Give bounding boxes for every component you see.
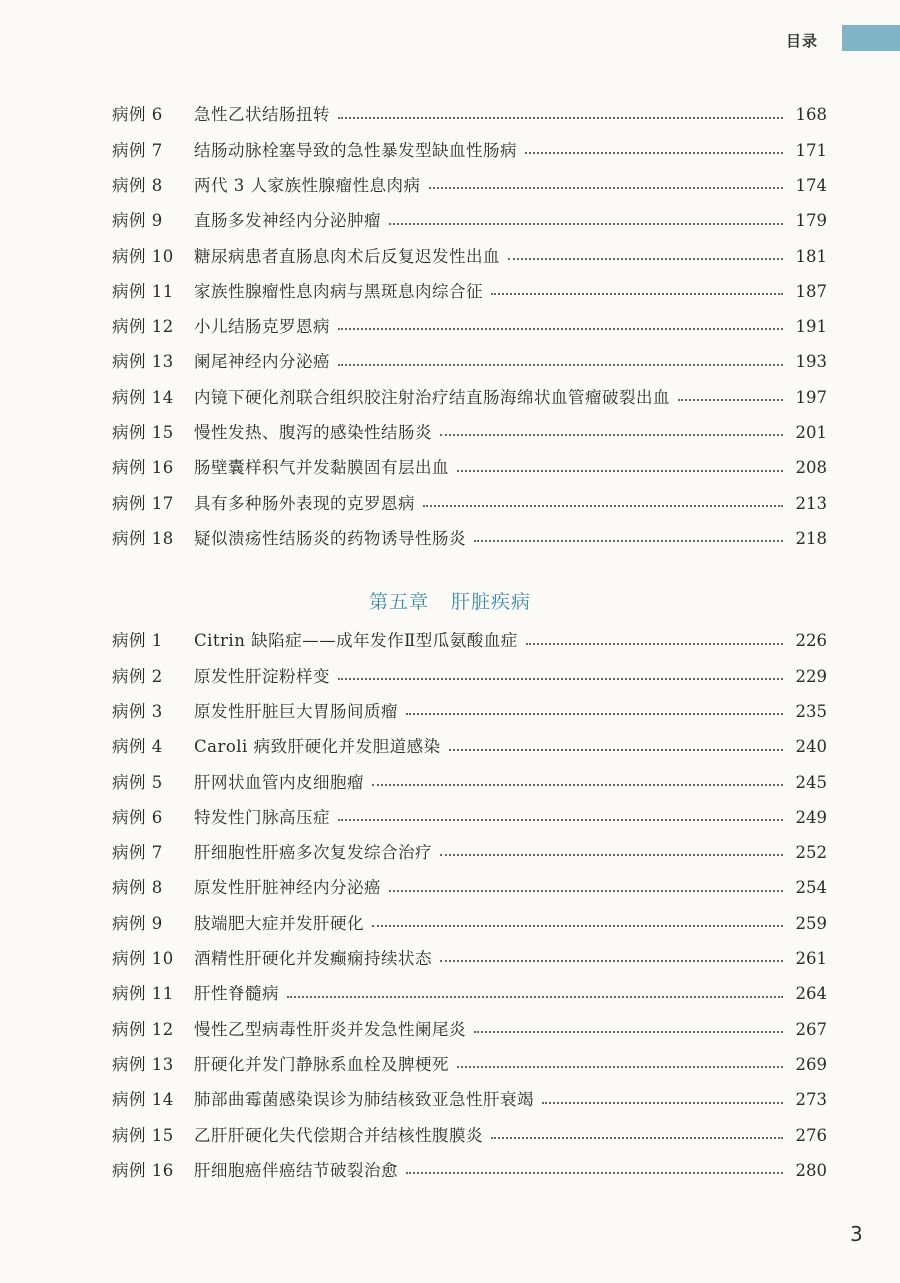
- dot-leader: [491, 293, 783, 295]
- dot-leader: [457, 1066, 783, 1068]
- case-title: 慢性乙型病毒性肝炎并发急性阑尾炎: [194, 1019, 466, 1039]
- case-title: 肠壁囊样积气并发黏膜固有层出血: [194, 458, 449, 478]
- chapter-heading: [0, 587, 900, 614]
- dot-leader: [372, 925, 783, 927]
- dot-leader: [474, 540, 783, 542]
- case-title: Citrin 缺陷症——成年发作Ⅱ型瓜氨酸血症: [194, 631, 518, 651]
- case-label: 病例 15: [112, 1125, 174, 1145]
- page-reference: 245: [795, 772, 827, 792]
- toc-entry[interactable]: [112, 836, 827, 871]
- toc-entry[interactable]: [112, 310, 827, 345]
- case-label: 病例 12: [112, 1019, 174, 1039]
- toc-entry[interactable]: [112, 451, 827, 486]
- case-title: 特发性门脉高压症: [194, 807, 330, 827]
- case-label: 病例 16: [112, 458, 174, 478]
- dot-leader: [457, 470, 783, 472]
- case-label: 病例 1: [112, 631, 163, 651]
- page-reference: 229: [795, 666, 827, 686]
- page-reference: 218: [795, 528, 827, 548]
- dot-leader: [406, 1172, 783, 1174]
- page-reference: 269: [795, 1054, 827, 1074]
- page-reference: 174: [795, 175, 827, 195]
- case-title: 肺部曲霉菌感染误诊为肺结核致亚急性肝衰竭: [194, 1090, 534, 1110]
- dot-leader: [287, 996, 783, 998]
- dot-leader: [449, 749, 783, 751]
- case-label: 病例 7: [112, 843, 163, 863]
- dot-leader: [389, 890, 783, 892]
- page-reference: 181: [795, 246, 827, 266]
- case-label: 病例 10: [112, 949, 174, 969]
- toc-entry[interactable]: [112, 977, 827, 1012]
- toc-entry[interactable]: [112, 345, 827, 380]
- page-reference: 197: [795, 387, 827, 407]
- page-reference: 249: [795, 807, 827, 827]
- dot-leader: [542, 1102, 783, 1104]
- page-reference: 259: [795, 913, 827, 933]
- toc-entry[interactable]: [112, 239, 827, 274]
- toc-entry[interactable]: [112, 486, 827, 521]
- case-label: 病例 11: [112, 984, 174, 1004]
- page-reference: 191: [795, 317, 827, 337]
- dot-leader: [678, 399, 783, 401]
- case-title: 糖尿病患者直肠息肉术后反复迟发性出血: [194, 246, 500, 266]
- page-reference: 254: [795, 878, 827, 898]
- toc-section-chapter-five: [112, 624, 827, 1189]
- page-reference: 193: [795, 352, 827, 372]
- page-reference: 168: [795, 105, 827, 125]
- case-label: 病例 9: [112, 211, 163, 231]
- dot-leader: [525, 152, 783, 154]
- dot-leader: [338, 678, 783, 680]
- dot-leader: [491, 1137, 783, 1139]
- toc-entry[interactable]: [112, 98, 827, 133]
- dot-leader: [440, 960, 783, 962]
- case-title: 慢性发热、腹泻的感染性结肠炎: [194, 423, 432, 443]
- case-title: 急性乙状结肠扭转: [194, 105, 330, 125]
- case-label: 病例 5: [112, 772, 163, 792]
- page-reference: 187: [795, 281, 827, 301]
- page-reference: 226: [795, 631, 827, 651]
- case-title: 肝网状血管内皮细胞瘤: [194, 772, 364, 792]
- case-title: 具有多种肠外表现的克罗恩病: [194, 493, 415, 513]
- case-title: 酒精性肝硬化并发癫痫持续状态: [194, 949, 432, 969]
- dot-leader: [474, 1031, 783, 1033]
- case-label: 病例 4: [112, 737, 163, 757]
- case-label: 病例 3: [112, 701, 163, 721]
- case-label: 病例 18: [112, 528, 174, 548]
- dot-leader: [526, 643, 783, 645]
- case-title: 肝细胞癌伴癌结节破裂治愈: [194, 1160, 398, 1180]
- dot-leader: [423, 505, 783, 507]
- toc-entry[interactable]: [112, 624, 827, 659]
- case-title: 肢端肥大症并发肝硬化: [194, 913, 364, 933]
- toc-entry[interactable]: [112, 1118, 827, 1153]
- page-reference: 252: [795, 843, 827, 863]
- toc-entry[interactable]: [112, 906, 827, 941]
- page-reference: 235: [795, 701, 827, 721]
- case-title: 阑尾神经内分泌癌: [194, 352, 330, 372]
- toc-entry[interactable]: [112, 380, 827, 415]
- toc-entry[interactable]: [112, 659, 827, 694]
- dot-leader: [429, 187, 784, 189]
- toc-entry[interactable]: [112, 522, 827, 557]
- dot-leader: [338, 328, 783, 330]
- toc-entry[interactable]: [112, 871, 827, 906]
- case-label: 病例 12: [112, 317, 174, 337]
- case-label: 病例 8: [112, 878, 163, 898]
- running-header-label: 目录: [786, 32, 819, 50]
- toc-entry[interactable]: [112, 800, 827, 835]
- dot-leader: [372, 784, 783, 786]
- case-title: 原发性肝脏神经内分泌癌: [194, 878, 381, 898]
- case-title: Caroli 病致肝硬化并发胆道感染: [194, 737, 441, 757]
- dot-leader: [338, 117, 783, 119]
- case-title: 家族性腺瘤性息肉病与黑斑息肉综合征: [194, 281, 483, 301]
- toc-entry[interactable]: [112, 1153, 827, 1188]
- case-label: 病例 6: [112, 807, 163, 827]
- case-title: 内镜下硬化剂联合组织胶注射治疗结直肠海绵状血管瘤破裂出血: [194, 387, 670, 407]
- page-reference: 213: [795, 493, 827, 513]
- case-label: 病例 6: [112, 105, 163, 125]
- case-title: 两代 3 人家族性腺瘤性息肉病: [194, 175, 421, 195]
- case-title: 肝细胞性肝癌多次复发综合治疗: [194, 843, 432, 863]
- case-title: 原发性肝淀粉样变: [194, 666, 330, 686]
- case-label: 病例 2: [112, 666, 163, 686]
- toc-entry[interactable]: [112, 695, 827, 730]
- toc-entry[interactable]: [112, 1012, 827, 1047]
- page-reference: 240: [795, 737, 827, 757]
- page-reference: 208: [795, 458, 827, 478]
- case-title: 小儿结肠克罗恩病: [194, 317, 330, 337]
- chapter-title: 肝脏疾病: [451, 591, 532, 613]
- page-reference: 276: [795, 1125, 827, 1145]
- toc-entry[interactable]: [112, 169, 827, 204]
- toc-entry[interactable]: [112, 765, 827, 800]
- toc-entry[interactable]: [112, 1048, 827, 1083]
- toc-entry[interactable]: [112, 204, 827, 239]
- case-title: 肝硬化并发门静脉系血栓及脾梗死: [194, 1054, 449, 1074]
- page-reference: 171: [795, 140, 827, 160]
- case-title: 肝性脊髓病: [194, 984, 279, 1004]
- page-reference: 201: [795, 423, 827, 443]
- case-title: 结肠动脉栓塞导致的急性暴发型缺血性肠病: [194, 140, 517, 160]
- case-title: 原发性肝脏巨大胃肠间质瘤: [194, 701, 398, 721]
- chapter-number: 第五章: [368, 591, 429, 613]
- toc-entry[interactable]: [112, 1083, 827, 1118]
- case-label: 病例 17: [112, 493, 174, 513]
- case-label: 病例 10: [112, 246, 174, 266]
- case-label: 病例 8: [112, 175, 163, 195]
- page-reference: 264: [795, 984, 827, 1004]
- case-label: 病例 11: [112, 281, 174, 301]
- case-label: 病例 9: [112, 913, 163, 933]
- case-title: 直肠多发神经内分泌肿瘤: [194, 211, 381, 231]
- toc-section-chapter-four-continued: [112, 98, 827, 557]
- toc-entry[interactable]: [112, 416, 827, 451]
- case-title: 疑似溃疡性结肠炎的药物诱导性肠炎: [194, 528, 466, 548]
- page-number: 3: [850, 1222, 863, 1246]
- page-reference: 179: [795, 211, 827, 231]
- case-title: 乙肝肝硬化失代偿期合并结核性腹膜炎: [194, 1125, 483, 1145]
- page-reference: 261: [795, 949, 827, 969]
- page-reference: 267: [795, 1019, 827, 1039]
- header-color-bar: [842, 25, 900, 51]
- case-label: 病例 16: [112, 1160, 174, 1180]
- toc-entry[interactable]: [112, 730, 827, 765]
- dot-leader: [440, 854, 783, 856]
- dot-leader: [508, 258, 783, 260]
- dot-leader: [338, 819, 783, 821]
- case-label: 病例 13: [112, 1054, 174, 1074]
- toc-entry[interactable]: [112, 942, 827, 977]
- dot-leader: [338, 364, 783, 366]
- page-reference: 273: [795, 1090, 827, 1110]
- case-label: 病例 13: [112, 352, 174, 372]
- case-label: 病例 15: [112, 423, 174, 443]
- toc-entry[interactable]: [112, 133, 827, 168]
- dot-leader: [389, 223, 783, 225]
- dot-leader: [406, 713, 783, 715]
- case-label: 病例 14: [112, 387, 174, 407]
- case-label: 病例 7: [112, 140, 163, 160]
- dot-leader: [440, 434, 783, 436]
- case-label: 病例 14: [112, 1090, 174, 1110]
- toc-entry[interactable]: [112, 274, 827, 309]
- page-reference: 280: [795, 1160, 827, 1180]
